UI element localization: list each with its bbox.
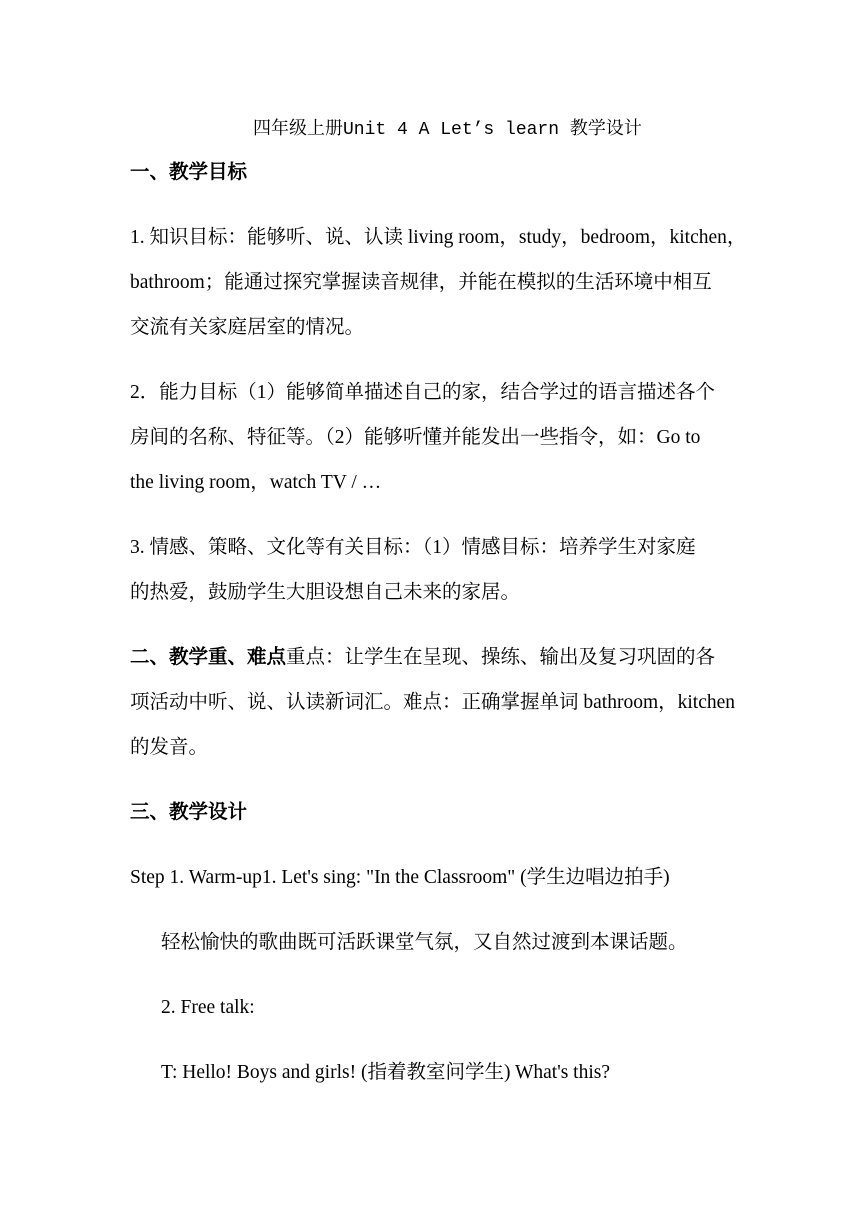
step-line: Step 1. Warm-up1. Let's sing: "In the Classroom" (学生边唱边拍手): [130, 867, 670, 888]
section-heading-goals: 一、教学目标: [130, 162, 248, 183]
paragraph-line: [130, 645, 715, 671]
paragraph-line: bathroom；能通过探究掌握读音规律，并能在模拟的生活环境中相互: [130, 272, 712, 293]
paragraph-line: 3. 情感、策略、文化等有关目标：（1）情感目标：培养学生对家庭: [130, 537, 696, 558]
step-note: 轻松愉快的歌曲既可活跃课堂气氛，又自然过渡到本课话题。: [161, 932, 688, 953]
document-title: 四年级上册Unit 4 A Let’s learn 教学设计: [253, 120, 642, 140]
paragraph-line: 2．能力目标（1）能够简单描述自己的家，结合学过的语言描述各个: [130, 382, 716, 403]
key-points-text: 重点：让学生在呈现、操练、输出及复习巩固的各: [286, 647, 716, 668]
paragraph-line: the living room，watch TV / …: [130, 472, 382, 493]
section-heading-design: 三、教学设计: [130, 802, 248, 823]
paragraph-line: 项活动中听、说、认读新词汇。难点：正确掌握单词 bathroom，kitchen: [130, 692, 736, 713]
dialog-line: T: Hello! Boys and girls! (指着教室问学生) What's this?: [161, 1062, 611, 1083]
step-line: 2. Free talk:: [161, 997, 255, 1018]
paragraph-line: 交流有关家庭居室的情况。: [130, 317, 365, 338]
section-heading-key-points: 二、教学重、难点: [130, 647, 287, 668]
paragraph-line: 1. 知识目标：能够听、说、认读 living room，study，bedroom，kitchen，: [130, 227, 747, 248]
paragraph-line: 房间的名称、特征等。（2）能够听懂并能发出一些指令，如：Go to: [130, 427, 701, 448]
paragraph-line: 的热爱，鼓励学生大胆设想自己未来的家居。: [130, 582, 521, 603]
paragraph-line: 的发音。: [130, 737, 209, 758]
